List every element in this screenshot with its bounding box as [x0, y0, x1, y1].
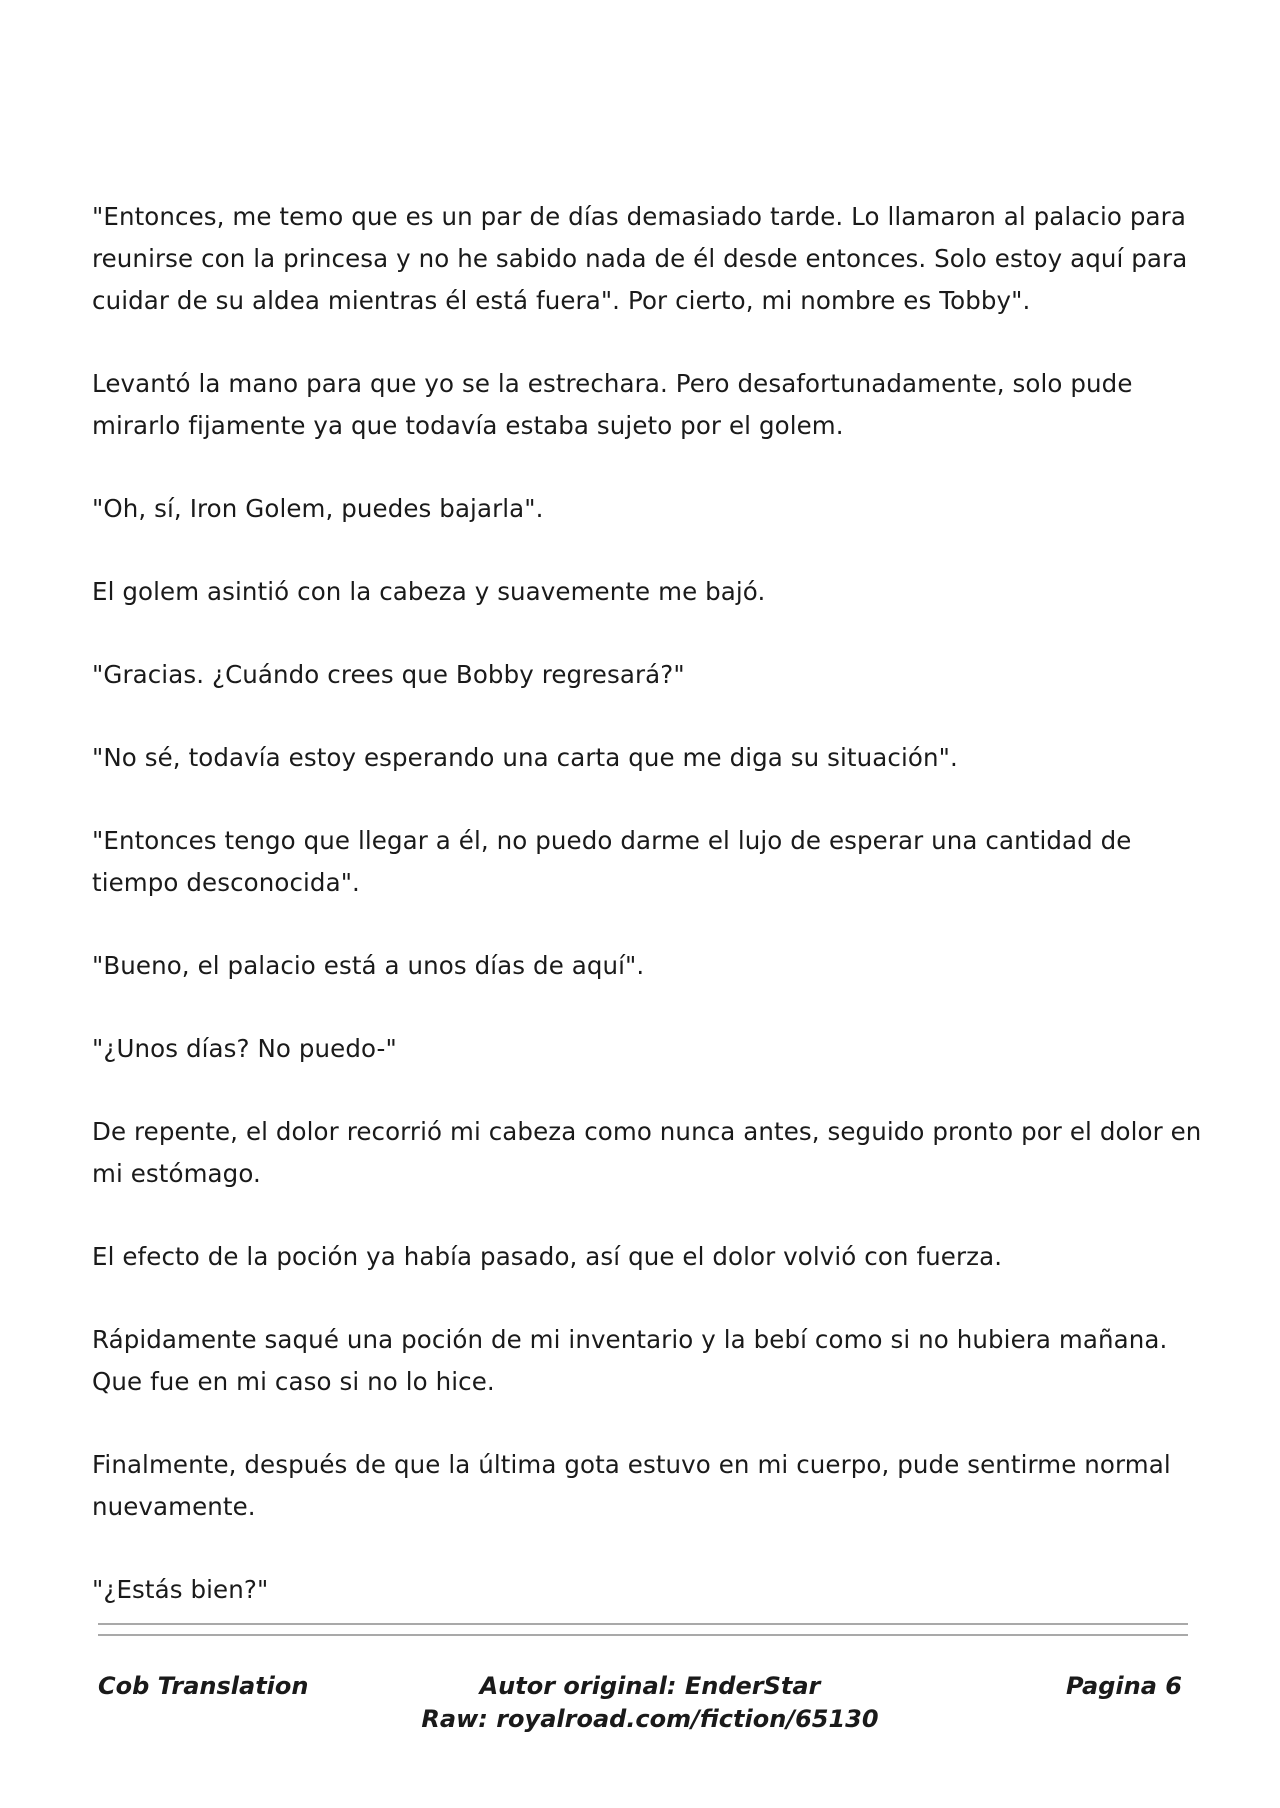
paragraph: De repente, el dolor recorrió mi cabeza como nunca antes, seguido pronto por el dolor en mi estómago.	[92, 1117, 1202, 1188]
paragraph: El golem asintió con la cabeza y suavemente me bajó.	[92, 577, 766, 606]
paragraph: "No sé, todavía estoy esperando una carta que me diga su situación".	[92, 743, 958, 772]
paragraph: "¿Estás bien?"	[92, 1575, 269, 1604]
footer-source: Raw: royalroad.com/fiction/65130	[421, 1705, 879, 1733]
paragraph: Levantó la mano para que yo se la estrechara. Pero desafortunadamente, solo pude mirarlo fijamente ya que todavía estaba sujeto por el golem.	[92, 369, 1133, 440]
paragraph: Rápidamente saqué una poción de mi inventario y la bebí como si no hubiera mañana. Que fue en mi caso si no lo hice.	[92, 1325, 1168, 1396]
body-text	[92, 196, 1202, 1652]
paragraph: "¿Unos días? No puedo-"	[92, 1034, 397, 1063]
paragraph: El efecto de la poción ya había pasado, así que el dolor volvió con fuerza.	[92, 1242, 1003, 1271]
footer-divider-bottom	[98, 1634, 1188, 1636]
footer-page-number: Pagina 6	[1066, 1672, 1182, 1700]
paragraph: Finalmente, después de que la última gota estuvo en mi cuerpo, pude sentirme normal nuevamente.	[92, 1450, 1171, 1521]
paragraph: "Gracias. ¿Cuándo crees que Bobby regresará?"	[92, 660, 685, 689]
paragraph: "Entonces tengo que llegar a él, no puedo darme el lujo de esperar una cantidad de tiempo desconocida".	[92, 826, 1132, 897]
footer-divider-top	[98, 1623, 1188, 1625]
paragraph: "Bueno, el palacio está a unos días de aquí".	[92, 951, 645, 980]
footer-translator: Cob Translation	[98, 1672, 309, 1700]
paragraph: "Entonces, me temo que es un par de días demasiado tarde. Lo llamaron al palacio para reunirse con la princesa y no he sabido nada de él desde entonces. Solo estoy aquí para cuidar de su aldea mientras él está fuera". Por cierto, mi nombre es Tobby".	[92, 202, 1188, 315]
footer-author: Autor original: EnderStar	[479, 1672, 821, 1700]
paragraph: "Oh, sí, Iron Golem, puedes bajarla".	[92, 494, 544, 523]
